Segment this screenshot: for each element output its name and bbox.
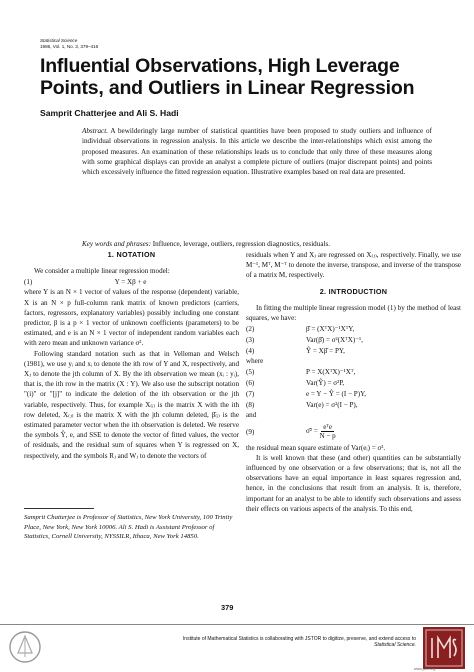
connector-word: and — [246, 411, 257, 420]
journal-header — [40, 38, 98, 50]
equation-number: (2) — [246, 324, 255, 333]
footer-divider — [0, 624, 474, 625]
fraction-denominator: N − p — [319, 432, 336, 441]
footer-line-2: Statistical Science. — [374, 642, 416, 649]
footnote-divider — [24, 508, 94, 509]
equation-body — [284, 423, 461, 440]
section-heading-notation: 1. NOTATION — [107, 250, 156, 259]
right-column — [246, 250, 461, 514]
paper-authors: Samprit Chatterjee and Ali S. Hadi — [40, 108, 179, 118]
paragraph: residuals when Y and Xⱼ are regressed on X₍ⱼ₎, respectively. Finally, we use M⁻¹, Mᵀ, M⁻ᵀ to denote the inverse, transpose, and inverse of the transpose of a matrix M, respectively. — [246, 251, 461, 280]
left-column — [24, 250, 239, 461]
equation-number: (7) — [246, 389, 255, 398]
equation-1 — [24, 276, 239, 287]
paragraph: In fitting the multiple linear regression model (1) by the method of least squares, we have: — [246, 303, 461, 323]
equation-body: P = X(XᵀX)⁻¹Xᵀ, — [306, 367, 356, 376]
equation-body: Y = Xβ + e — [114, 277, 147, 286]
jstor-url: www.jstor.org — [414, 667, 436, 671]
fraction — [320, 423, 336, 440]
keywords-label: Key words and phrases: — [82, 240, 151, 248]
keywords-text: Influence, leverage, outliers, regression diagnostics, residuals. — [152, 240, 331, 248]
equation-body: Ŷ = Xβ̂ = PY, — [306, 346, 345, 355]
equation-number: (4) — [246, 346, 255, 355]
paragraph: Following standard notation such as that in Velleman and Welsch (1981), we use yᵢ and xᵢ to denote the ith row of Y and X, respectively, and Xⱼ to denote the jth column of X. By the ith observation we mean (xᵢ : yᵢ), that is, the ith row in the matrix (X : Y). We also use the subscript notation "(i)" or "[j]" to indicate the deletion of the ith observation or the jth variable, respectively. Thus, for example X₍ᵢ₎ is the matrix X with the ith row deleted, X₍ⱼ₎ is the matrix X with the jth column deleted, β̂₍ᵢ₎ is the estimated parameter vector when the ith observation is deleted. We reserve the symbols Ŷ, e, and SSE to denote the vector of fitted values, the vector of residuals, and the residual sum of squares when Y is regressed on X, respectively, and the symbols Rⱼ and Wⱼ to denote the vectors of — [24, 349, 239, 460]
equation-9 — [246, 421, 461, 443]
connector-word: where — [246, 357, 264, 366]
paragraph: where Y is an N × 1 vector of values of the response (dependent) variable, X is an N × p full-column rank matrix of known predictors (carriers, factors, regressors, explanatory variables) possibly including one constant predictor, β is a p × 1 vector of unknown coefficients (parameters) to be estimated, and e is an N × 1 vector of independent random variables each with zero mean and unknown variance σ². — [24, 288, 239, 348]
equation-2 — [246, 323, 461, 334]
equation-number: (6) — [246, 378, 255, 387]
equation-3 — [246, 334, 461, 345]
footer-line-1: Institute of Mathematical Statistics is collaborating with JSTOR to digitize, preserve, and extend access to — [182, 636, 416, 642]
equation-body: e = Y − Ŷ = (I − P)Y, — [306, 389, 367, 398]
equation-number: (1) — [24, 277, 33, 286]
equation-number: (8) — [246, 400, 255, 409]
paragraph: the residual mean square estimate of Var(eᵢ) = σ². — [246, 443, 386, 452]
equation-5 — [246, 366, 461, 377]
page-number: 379 — [221, 603, 234, 612]
journal-citation: 1986, Vol. 1, No. 3, 379–416 — [40, 44, 99, 49]
equation-7 — [246, 388, 461, 399]
paper-title: Influential Observations, High Leverage Points, and Outliers in Linear Regression — [40, 55, 415, 99]
equation-number: (3) — [246, 335, 255, 344]
equation-4 — [246, 345, 461, 356]
fraction-numerator: eᵀe — [323, 423, 333, 432]
equation-8 — [246, 399, 461, 410]
equation-body: Var(e) = σ²(I − P), — [306, 400, 358, 409]
equation-number: (5) — [246, 367, 255, 376]
equation-number: (9) — [246, 427, 255, 436]
abstract-text: A bewilderingly large number of statistical quantities have been proposed to study outliers and influence of individual observations in regression analysis. In this article we describe the inter-relationships which exist among the proposed measures. An examination of these relationships leads us to conclude that only three of these measures along with some graphical displays can provide an analyst a complete picture of outliers (major discrepant points) and points which excessively influence the fitted regression equation. Illustrative examples based on real data are presented. — [82, 127, 432, 177]
section-heading-introduction: 2. INTRODUCTION — [319, 286, 388, 296]
paragraph: It is well known that these (and other) quantities can be substantially influenced by one observation or a few observations; that is, not all the observations have an equal importance in least squares regression and, hence, in the conclusions that result from an analysis. It is, therefore, important for an analyst to be able to identify such observations and assess their effects on various aspects of the analysis. To this end, — [246, 453, 461, 513]
equation-6 — [246, 377, 461, 388]
ims-seal-icon — [422, 626, 466, 670]
equation-body: Var(Ŷ) = σ²P, — [306, 378, 345, 387]
journal-name: Statistical Science — [40, 38, 78, 43]
footnote: Samprit Chatterjee is Professor of Statistics, New York University, 100 Trinity Place, New York, New York 10006. Ali S. Hadi is Assistant Professor of Statistics, Cornell University, NYSSILR, Ithaca, New York 14850. — [24, 514, 233, 541]
keywords — [82, 239, 432, 249]
abstract-label: Abstract. — [82, 127, 108, 135]
jstor-logo-icon — [6, 627, 44, 667]
footer-notice — [178, 636, 416, 648]
equation-body: β̂ = (XᵀX)⁻¹XᵀY, — [306, 324, 355, 333]
equation-body: Var(β̂) = σ²(XᵀX)⁻¹, — [306, 335, 363, 344]
paragraph: We consider a multiple linear regression model: — [34, 267, 170, 276]
equation-lhs: σ̂² = — [306, 427, 318, 436]
abstract — [82, 126, 432, 177]
